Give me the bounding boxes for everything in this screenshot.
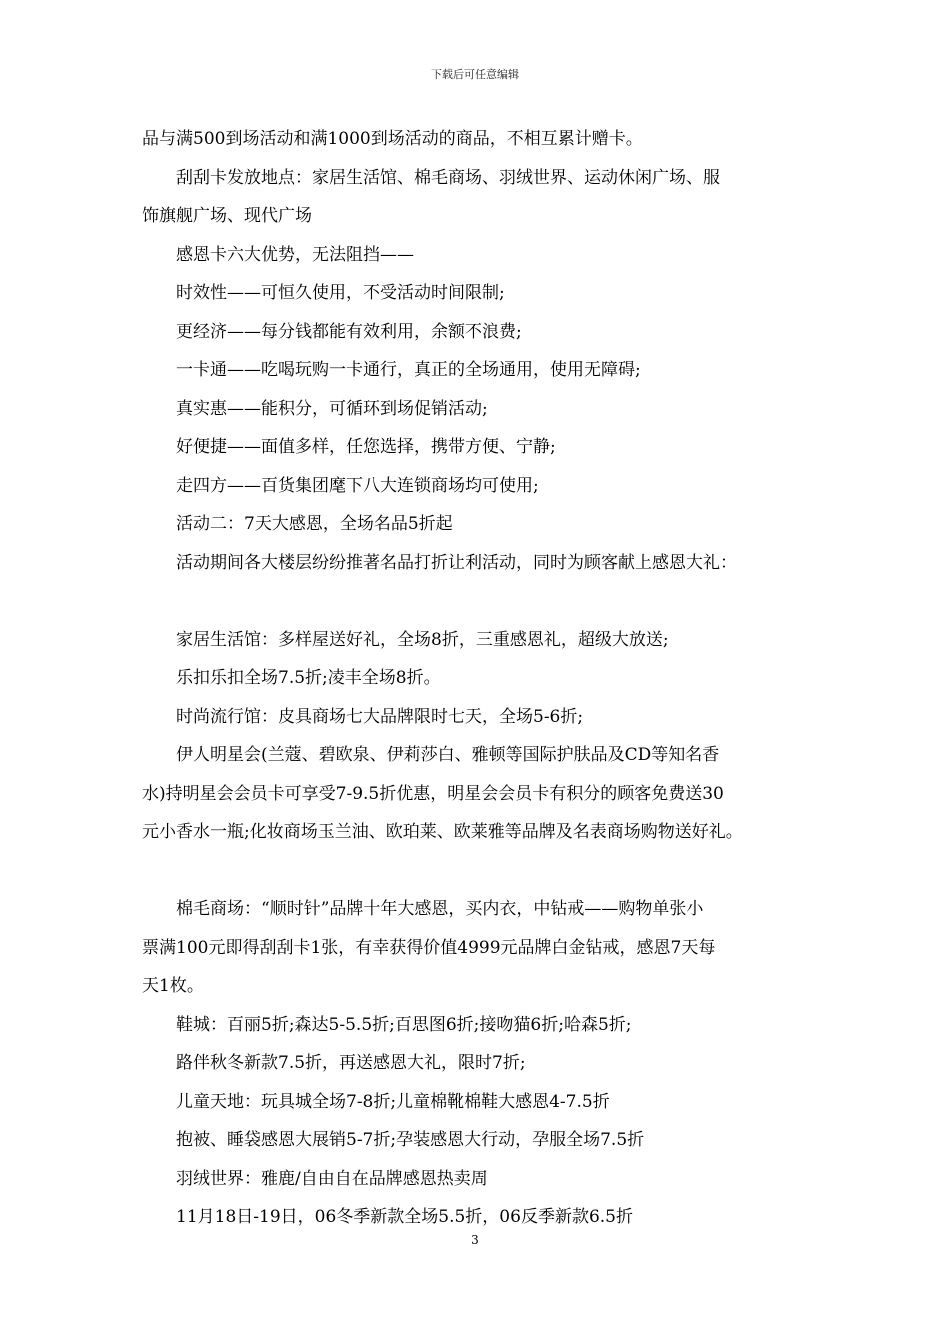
- text-line: 路伴秋冬新款7.5折，再送感恩大礼，限时7折;: [176, 1053, 526, 1073]
- page-header: 下载后可任意编辑: [431, 68, 519, 81]
- text-line: 好便捷——面值多样，任您选择，携带方便、宁静;: [176, 437, 556, 457]
- document-body: [142, 120, 822, 1237]
- text-line: 儿童天地：玩具城全场7-8折;儿童棉靴棉鞋大感恩4-7.5折: [176, 1091, 610, 1112]
- text-line: 天1枚。: [142, 976, 204, 996]
- text-line: 走四方——百货集团麾下八大连锁商场均可使用;: [176, 475, 539, 496]
- text-line: 饰旗舰广场、现代广场: [142, 206, 312, 226]
- text-line: 时效性——可恒久使用，不受活动时间限制;: [176, 283, 505, 303]
- text-line: 家居生活馆：多样屋送好礼，全场8折，三重感恩礼，超级大放送;: [176, 629, 669, 650]
- text-line: 鞋城：百丽5折;森达5-5.5折;百思图6折;接吻猫6折;哈森5折;: [176, 1014, 632, 1035]
- text-line: 棉毛商场：“顺时针”品牌十年大感恩，买内衣，中钻戒——购物单张小: [176, 899, 704, 919]
- text-line: 票满100元即得刮刮卡1张，有幸获得价值4999元品牌白金钻戒，感恩7天每: [142, 937, 716, 958]
- text-line: 抱被、睡袋感恩大展销5-7折;孕装感恩大行动，孕服全场7.5折: [176, 1130, 645, 1150]
- text-line: 乐扣乐扣全场7.5折;凌丰全场8折。: [176, 668, 441, 688]
- page-number: 3: [471, 1233, 479, 1247]
- text-line: 元小香水一瓶;化妆商场玉兰油、欧珀莱、欧莱雅等品牌及名表商场购物送好礼。: [142, 822, 743, 842]
- text-line: 感恩卡六大优势，无法阻挡——: [176, 244, 414, 265]
- text-line: 水)持明星会会员卡可享受7-9.5折优惠，明星会会员卡有积分的顾客免费送30: [142, 783, 724, 804]
- paragraph-gap: [142, 582, 822, 621]
- text-line: 更经济——每分钱都能有效利用，余额不浪费;: [176, 321, 522, 342]
- text-line: 活动二：7天大感恩，全场名品5折起: [176, 514, 453, 534]
- text-line: 品与满500到场活动和满1000到场活动的商品，不相互累计赠卡。: [142, 129, 643, 149]
- text-line: 活动期间各大楼层纷纷推著名品打折让利活动，同时为顾客献上感恩大礼：: [176, 552, 737, 573]
- text-line: 11月18日-19日，06冬季新款全场5.5折，06反季新款6.5折: [176, 1207, 633, 1227]
- text-line: 一卡通——吃喝玩购一卡通行，真正的全场通用，使用无障碍;: [176, 360, 641, 380]
- text-line: 羽绒世界：雅鹿/自由自在品牌感恩热卖周: [176, 1168, 488, 1189]
- paragraph-gap: [142, 852, 822, 891]
- text-line: 真实惠——能积分，可循环到场促销活动;: [176, 398, 488, 419]
- text-line: 时尚流行馆：皮具商场七大品牌限时七天，全场5-6折;: [176, 706, 584, 727]
- text-line: 伊人明星会(兰蔻、碧欧泉、伊莉莎白、雅顿等国际护肤品及CD等知名香: [176, 745, 720, 765]
- text-line: 刮刮卡发放地点：家居生活馆、棉毛商场、羽绒世界、运动休闲广场、服: [176, 167, 720, 188]
